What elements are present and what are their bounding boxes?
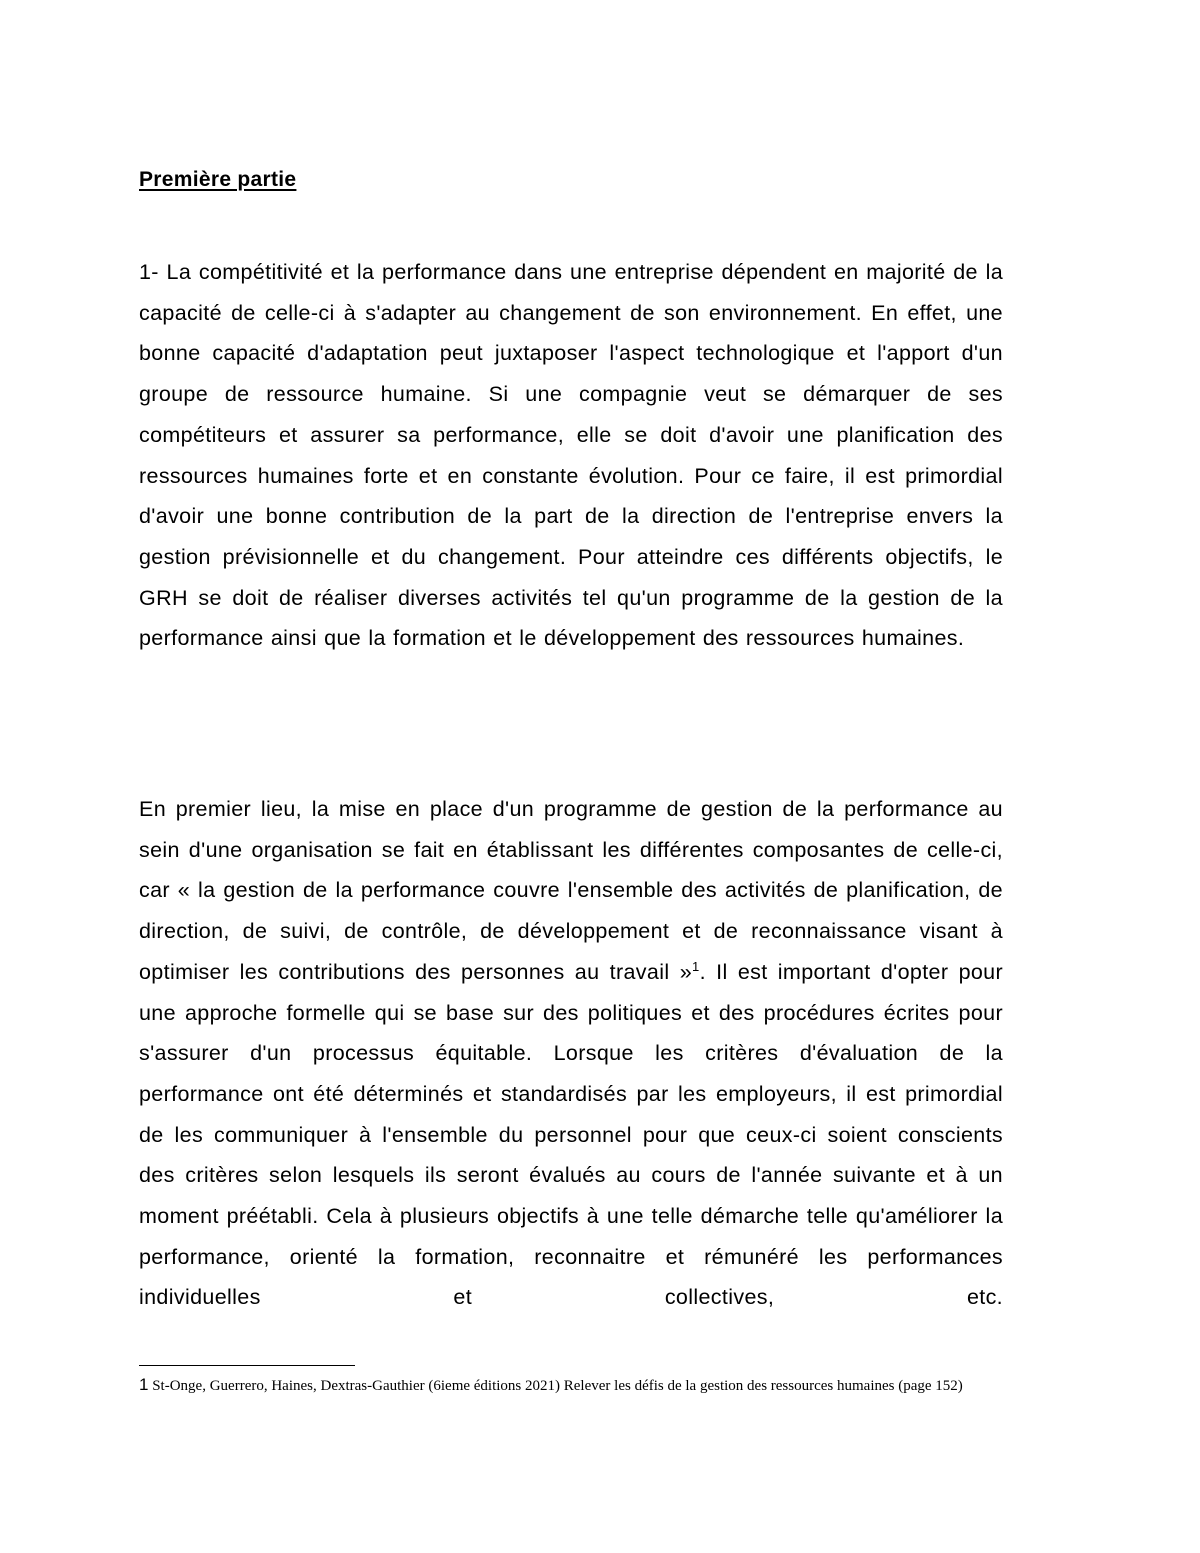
paragraph-2	[139, 789, 1003, 1318]
footnote	[139, 1375, 1003, 1396]
footnote-reference[interactable]: 1	[692, 958, 700, 974]
footnote-number: 1	[139, 1375, 149, 1394]
paragraph-1: 1- La compétitivité et la performance dans une entreprise dépendent en majorité de la capacité de celle-ci à s'adapter au changement de son environnement. En effet, une bonne capacité d'adaptation peut juxtaposer l'aspect technologique et l'apport d'un groupe de ressource humaine. Si une compagnie veut se démarquer de ses compétiteurs et assurer sa performance, elle se doit d'avoir une planification des ressources humaines forte et en constante évolution. Pour ce faire, il est primordial d'avoir une bonne contribution de la part de la direction de l'entreprise envers la gestion prévisionnelle et du changement. Pour atteindre ces différents objectifs, le GRH se doit de réaliser diverses activités tel qu'un programme de la gestion de la performance ainsi que la formation et le développement des ressources humaines.	[139, 260, 1003, 651]
footnote-separator	[139, 1365, 355, 1366]
paragraph-2-part-1: En premier lieu, la mise en place d'un programme de gestion de la performance au sein d'une organisation se fait en établissant les différentes composantes de celle-ci, car « la gestion de la performance couvre l'ensemble des activités de planification, de direction, de suivi, de contrôle, de développement et de reconnaissance visant à optimiser les contributions des personnes au travail »	[139, 797, 1003, 984]
paragraph-2-part-2: . Il est important d'opter pour une approche formelle qui se base sur des politiques et des procédures écrites pour s'assurer d'un processus équitable. Lorsque les critères d'évaluation de la performance ont été déterminés et standardisés par les employeurs, il est primordial de les communiquer à l'ensemble du personnel pour que ceux-ci soient conscients des critères selon lesquels ils seront évalués au cours de l'année suivante et à un moment préétabli. Cela à plusieurs objectifs à une telle démarche telle qu'améliorer la performance, orienté la formation, reconnaitre et rémunéré les performances individuelles et collectives, etc.	[139, 959, 1003, 1310]
section-heading: Première partie	[139, 168, 297, 191]
footnote-text: St-Onge, Guerrero, Haines, Dextras-Gauthier (6ieme éditions 2021) Relever les défis de la gestion des ressources humaines (page 152)	[148, 1378, 963, 1394]
